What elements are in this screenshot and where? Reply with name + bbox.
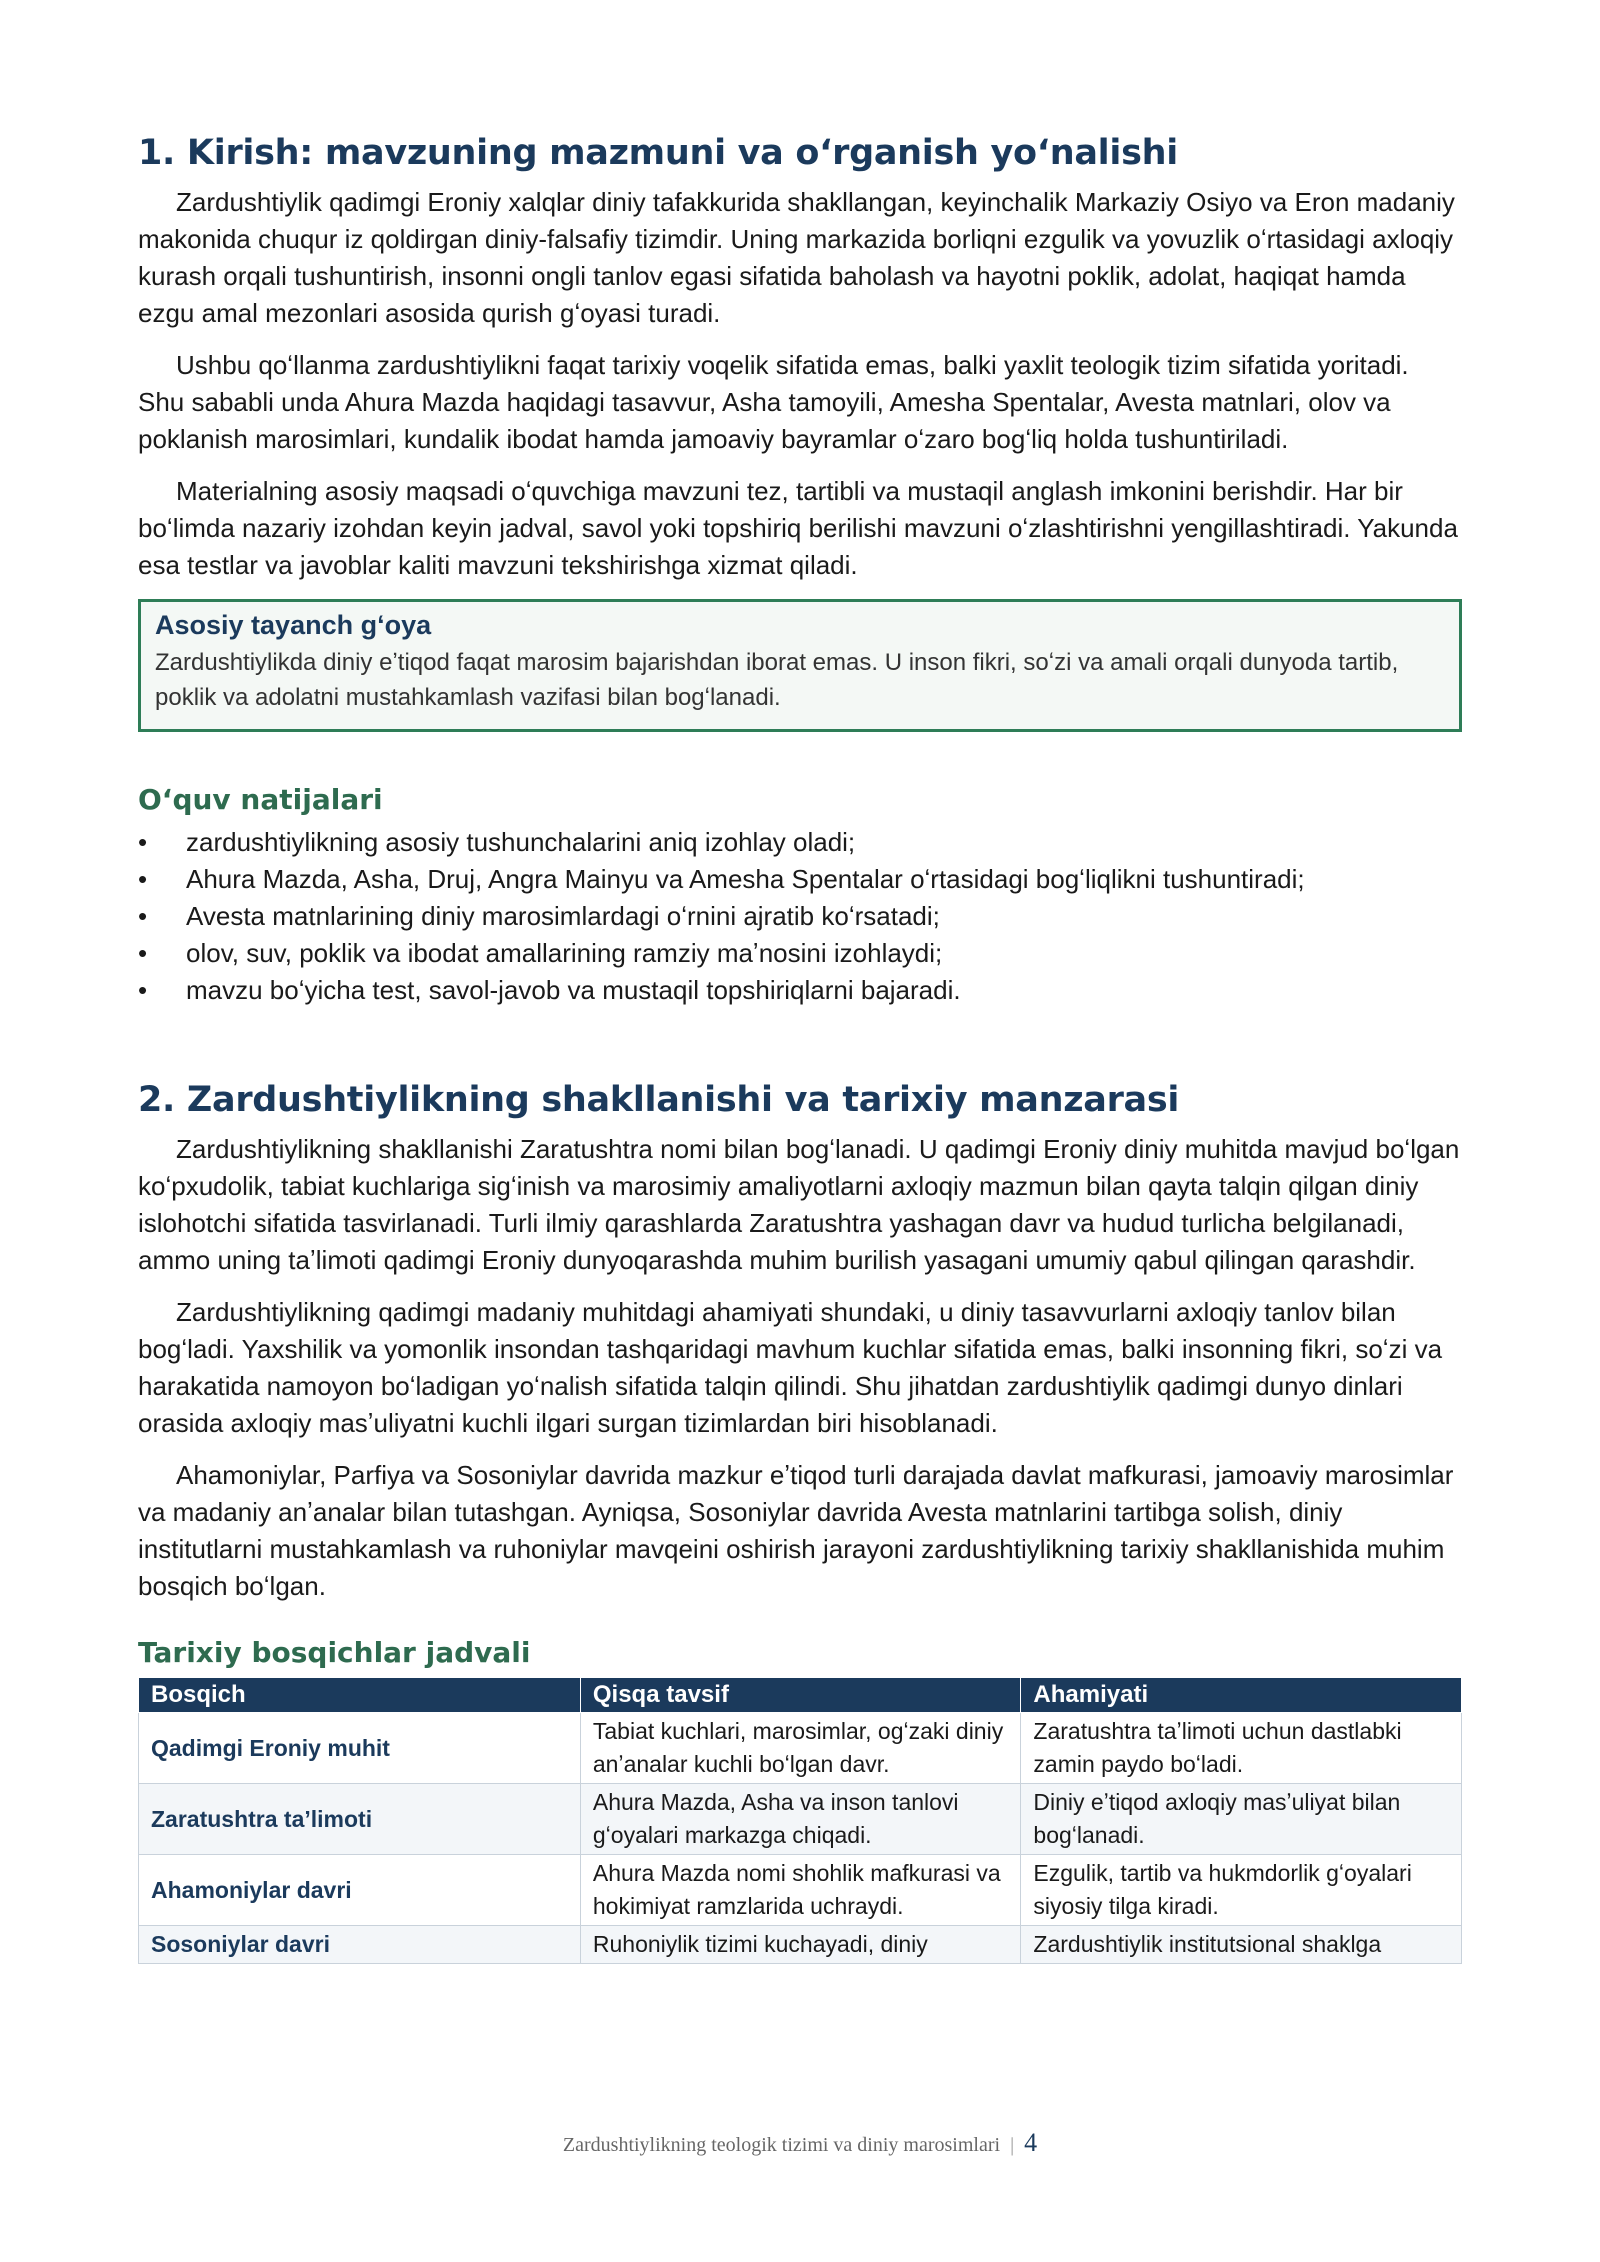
table-heading: Tarixiy bosqichlar jadvali [138,1635,531,1669]
callout-title: Asosiy tayanch gʻoya [155,609,432,640]
list-item-text: olov, suv, poklik va ibodat amallarining ramziy maʼnosini izohlaydi; [186,938,943,969]
table-header-row [139,1678,1462,1713]
table-cell-significance: Zaratushtra taʼlimoti uchun dastlabki zamin paydo boʻladi. [1021,1713,1462,1784]
section-2-heading: 2. Zardushtiylikning shakllanishi va tarixiy manzarasi [138,1080,1180,1121]
page-number: 4 [1024,2128,1038,2157]
list-item-text: Ahura Mazda, Asha, Druj, Angra Mainyu va Amesha Spentalar oʻrtasidagi bogʻliqlikni tushuntiradi; [186,864,1305,895]
bullet-icon: • [138,827,148,858]
list-item [138,861,1462,898]
list-item-text: Avesta matnlarining diniy marosimlardagi oʻrnini ajratib koʻrsatadi; [186,901,940,932]
table-row [139,1784,1462,1855]
table-cell-description: Ahura Mazda nomi shohlik mafkurasi va hokimiyat ramzlarida uchraydi. [580,1855,1021,1926]
list-item [138,824,1462,861]
table-row [139,1926,1462,1964]
list-item-text: mavzu boʻyicha test, savol-javob va mustaqil topshiriqlarni bajaradi. [186,975,961,1006]
section-1-paragraph-1: Zardushtiylik qadimgi Eroniy xalqlar diniy tafakkurida shakllangan, keyinchalik Markaziy Osiyo va Eron madaniy makonida chuqur iz qoldirgan diniy-falsafiy tizimdir. Uning markazida borliqni ezgulik va yovuzlik oʻrtasidagi axloqiy kurash orqali tushuntirish, insonni ongli tanlov egasi sifatida baholash va hayotni poklik, adolat, haqiqat hamda ezgu amal mezonlari asosida qurish gʻoyasi turadi. [138,186,1455,328]
table-cell-stage: Ahamoniylar davri [139,1855,581,1926]
table-cell-description: Ruhoniylik tizimi kuchayadi, diniy [580,1926,1021,1964]
learning-outcomes-heading: Oʻquv natijalari [138,782,383,816]
table-cell-description: Tabiat kuchlari, marosimlar, ogʻzaki diniy anʼanalar kuchli boʻlgan davr. [580,1713,1021,1784]
callout-text: Zardushtiylikda diniy eʼtiqod faqat marosim bajarishdan iborat emas. U inson fikri, soʻzi va amali orqali dunyoda tartib, poklik va adolatni mustahkamlash vazifasi bilan bogʻlanadi. [155,648,1399,711]
list-item [138,898,1462,935]
table-cell-significance: Zardushtiylik institutsional shaklga [1021,1926,1462,1964]
learning-outcomes-list [138,824,1462,1009]
table-cell-stage: Zaratushtra taʼlimoti [139,1784,581,1855]
column-header-description: Qisqa tavsif [580,1678,1021,1713]
column-header-stage: Bosqich [139,1678,581,1713]
section-2-paragraph-1: Zardushtiylikning shakllanishi Zaratushtra nomi bilan bogʻlanadi. U qadimgi Eroniy diniy muhitda mavjud boʻlgan koʻpxudolik, tabiat kuchlariga sigʻinish va marosimiy amaliyotlarni axloqiy mazmun bilan qayta talqin qilgan diniy islohotchi sifatida tasvirlanadi. Turli ilmiy qarashlarda Zaratushtra yashagan davr va hudud turlicha belgilanadi, ammo uning taʼlimoti qadimgi Eroniy dunyoqarashda muhim burilish yasagani umumiy qabul qilingan qarashdir. [138,1133,1460,1275]
section-2-paragraph-3: Ahamoniylar, Parfiya va Sosoniylar davrida mazkur eʼtiqod turli darajada davlat mafkurasi, jamoaviy marosimlar va madaniy anʼanalar bilan tutashgan. Ayniqsa, Sosoniylar davrida Avesta matnlarini tartibga solish, diniy institutlarni mustahkamlash va ruhoniylar mavqeini oshirish jarayoni zardushtiylikning tarixiy shakllanishida muhim bosqich boʻlgan. [138,1459,1454,1601]
page-footer [0,2128,1600,2158]
list-item [138,972,1462,1009]
table-cell-description: Ahura Mazda, Asha va inson tanlovi gʻoyalari markazga chiqadi. [580,1784,1021,1855]
bullet-icon: • [138,975,148,1006]
bullet-icon: • [138,901,148,932]
section-1-paragraph-2: Ushbu qoʻllanma zardushtiylikni faqat tarixiy voqelik sifatida emas, balki yaxlit teologik tizim sifatida yoritadi. Shu sababli unda Ahura Mazda haqidagi tasavvur, Asha tamoyili, Amesha Spentalar, Avesta matnlari, olov va poklanish marosimlari, kundalik ibodat hamda jamoaviy bayramlar oʻzaro bogʻliq holda tushuntiriladi. [138,349,1409,454]
footer-separator: | [1010,2134,1015,2156]
bullet-icon: • [138,864,148,895]
key-idea-callout [138,599,1462,732]
table-cell-stage: Qadimgi Eroniy muhit [139,1713,581,1784]
section-2-paragraph-2: Zardushtiylikning qadimgi madaniy muhitdagi ahamiyati shundaki, u diniy tasavvurlarni axloqiy tanlov bilan bogʻladi. Yaxshilik va yomonlik insondan tashqaridagi mavhum kuchlar sifatida emas, balki insonning fikri, soʻzi va harakatida namoyon boʻladigan yoʻnalish sifatida talqin qilindi. Shu jihatdan zardushtiylik qadimgi dunyo dinlari orasida axloqiy masʼuliyatni kuchli ilgari surgan tizimlardan biri hisoblanadi. [138,1296,1443,1438]
table-cell-significance: Diniy eʼtiqod axloqiy masʼuliyat bilan bogʻlanadi. [1021,1784,1462,1855]
bullet-icon: • [138,938,148,969]
list-item [138,935,1462,972]
table-row [139,1713,1462,1784]
section-1-paragraph-3: Materialning asosiy maqsadi oʻquvchiga mavzuni tez, tartibli va mustaqil anglash imkonini berishdir. Har bir boʻlimda nazariy izohdan keyin jadval, savol yoki topshiriq berilishi mavzuni oʻzlashtirishni yengillashtiradi. Yakunda esa testlar va javoblar kaliti mavzuni tekshirishga xizmat qiladi. [138,475,1458,580]
historical-stages-table [138,1677,1462,1964]
list-item-text: zardushtiylikning asosiy tushunchalarini aniq izohlay oladi; [186,827,856,858]
column-header-significance: Ahamiyati [1021,1678,1462,1713]
section-1-heading: 1. Kirish: mavzuning mazmuni va oʻrganish yoʻnalishi [138,133,1178,173]
table-cell-significance: Ezgulik, tartib va hukmdorlik gʻoyalari siyosiy tilga kiradi. [1021,1855,1462,1926]
table-row [139,1855,1462,1926]
table-cell-stage: Sosoniylar davri [139,1926,581,1964]
footer-title: Zardushtiylikning teologik tizimi va diniy marosimlari [562,2134,1001,2156]
